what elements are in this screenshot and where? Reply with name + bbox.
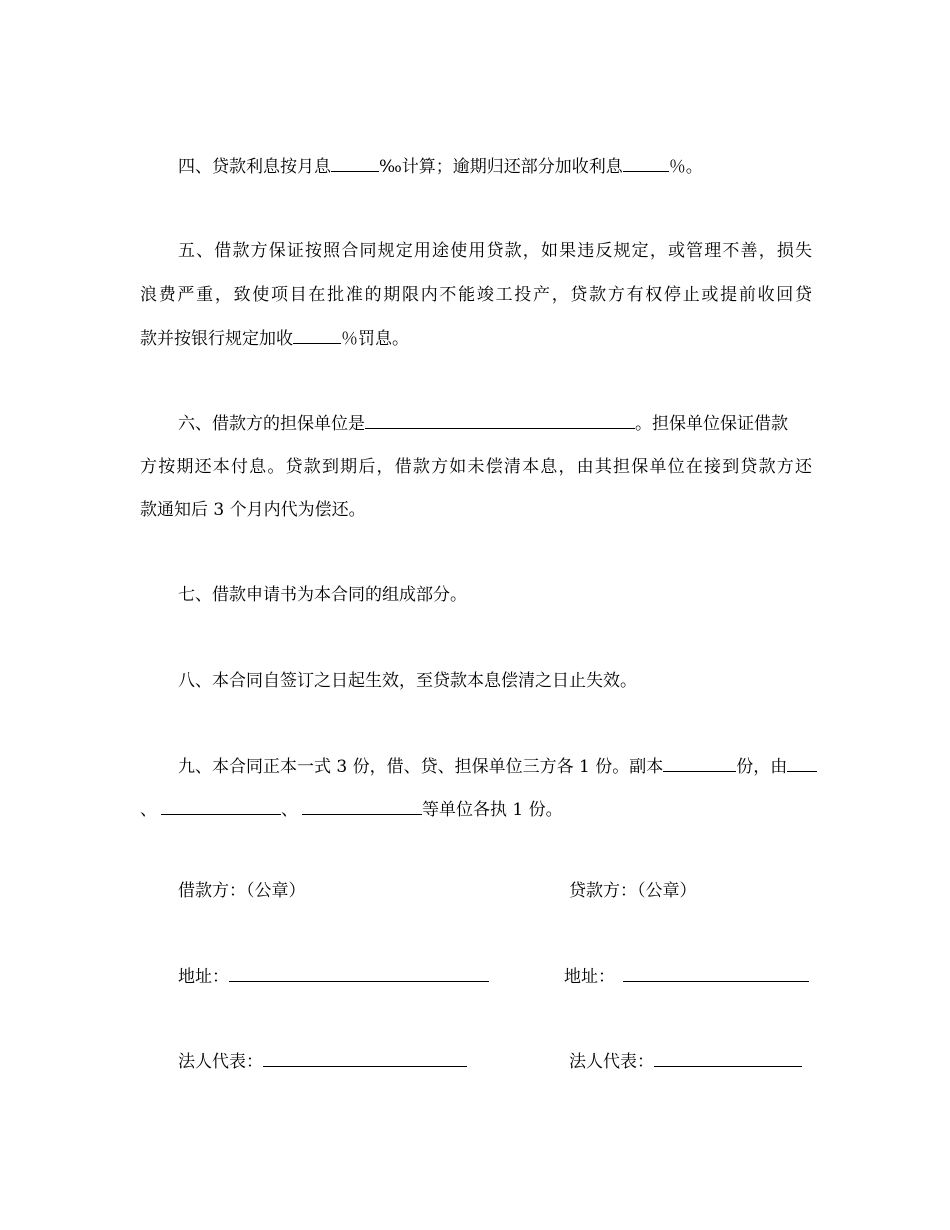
copies-count-blank[interactable]	[663, 755, 736, 772]
borrower-rep-field[interactable]	[263, 1050, 467, 1067]
clause-9-line-1	[178, 755, 812, 778]
clause-4-text-2: ‰计算；逾期归还部分加收利息	[379, 157, 623, 177]
clause-5-line-2: 浪费严重，致使项目在批准的期限内不能竣工投产，贷款方有权停止或提前收回贷	[140, 285, 812, 305]
clause-9-text-1b: 份，由	[736, 757, 788, 777]
penalty-interest-blank[interactable]	[293, 327, 341, 344]
clause-9-text-2b: 、	[281, 800, 298, 820]
clause-9-line-2	[140, 798, 812, 821]
lender-seal-label: 贷款方：（公章）	[569, 881, 697, 901]
clause-9-text-1a: 九、本合同正本一式 3 份，借、贷、担保单位三方各 1 份。副本	[178, 757, 664, 777]
lender-rep-label: 法人代表：	[569, 1052, 654, 1072]
clause-6-line-2: 方按期还本付息。贷款到期后，借款方如未偿清本息，由其担保单位在接到贷款方还	[140, 457, 812, 477]
clause-4-text-3: ％。	[668, 157, 703, 177]
holder-2-blank[interactable]	[161, 798, 281, 815]
guarantor-blank[interactable]	[365, 412, 635, 429]
overdue-interest-blank[interactable]	[623, 155, 669, 172]
lender-address-label: 地址：	[564, 967, 615, 987]
borrower-address-field[interactable]	[229, 965, 489, 982]
clause-9-text-2a: 、	[140, 800, 157, 820]
lender-address-field[interactable]	[623, 965, 809, 982]
clause-5-line-1: 五、借款方保证按照合同规定用途使用贷款，如果违反规定，或管理不善，损失	[178, 241, 812, 261]
clause-6-line-1	[178, 412, 812, 435]
clause-6-line-3: 款通知后 3 个月内代为偿还。	[140, 500, 366, 520]
lender-rep-field[interactable]	[654, 1050, 802, 1067]
borrower-rep-row	[178, 1050, 467, 1073]
clause-8: 八、本合同自签订之日起生效，至贷款本息偿清之日止失效。	[178, 671, 637, 691]
borrower-address-label: 地址：	[178, 967, 229, 987]
clause-9-text-2c: 等单位各执 1 份。	[422, 800, 563, 820]
lender-rep-row	[569, 1050, 802, 1073]
borrower-address-row	[178, 965, 489, 988]
clause-4	[178, 155, 812, 178]
clause-6-text-1b: 。担保单位保证借款	[635, 414, 788, 434]
lender-address-row	[564, 965, 809, 988]
monthly-interest-blank[interactable]	[331, 155, 379, 172]
borrower-rep-label: 法人代表：	[178, 1052, 263, 1072]
borrower-seal-label: 借款方：（公章）	[178, 881, 306, 901]
clause-7: 七、借款申请书为本合同的组成部分。	[178, 585, 467, 605]
clause-4-text-1: 四、贷款利息按月息	[178, 157, 331, 177]
clause-5-text-3b: ％罚息。	[341, 329, 409, 349]
holder-3-blank[interactable]	[302, 798, 422, 815]
holder-1-blank[interactable]	[787, 755, 817, 772]
clause-5-line-3	[140, 327, 812, 350]
clause-6-text-1a: 六、借款方的担保单位是	[178, 414, 365, 434]
clause-5-text-3a: 款并按银行规定加收	[140, 329, 293, 349]
